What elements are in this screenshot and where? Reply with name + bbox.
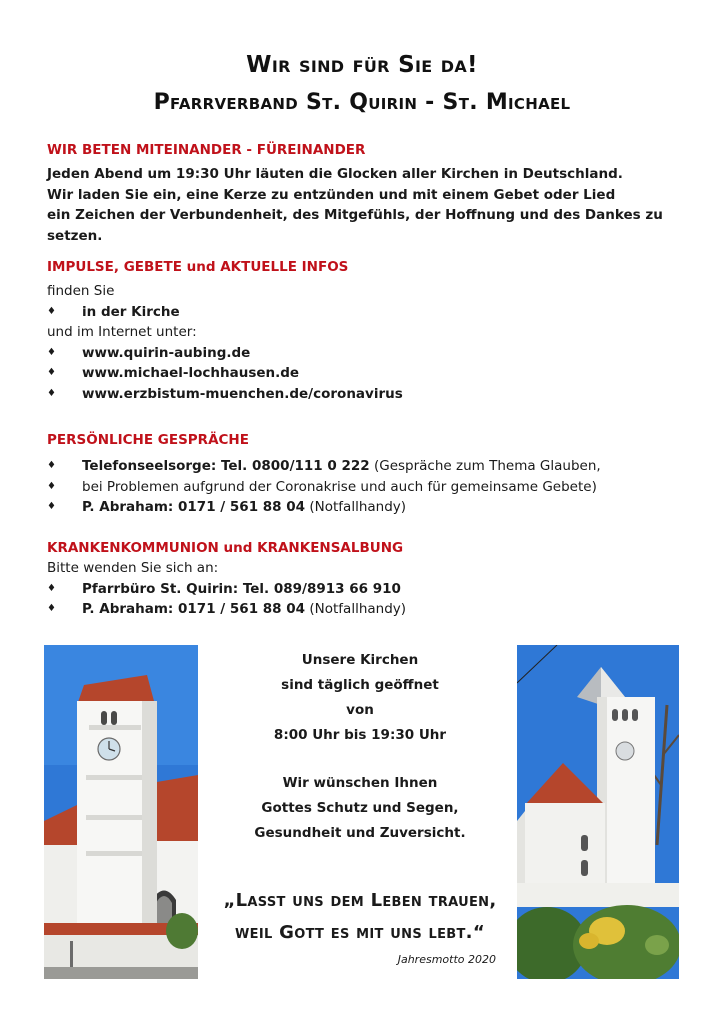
list-item	[47, 302, 687, 323]
motto-caption: Jahresmotto 2020	[397, 953, 496, 966]
motto-line1: „Lasst uns dem Leben trauen,	[223, 890, 497, 911]
page-title-line1: Wir sind für Sie da!	[246, 52, 478, 78]
talks-heading: PERSÖNLICHE GESPRÄCHE	[47, 432, 249, 448]
talk-item-text: bei Problemen aufgrund der Coronakrise und auch für gemeinsame Gebete)	[82, 478, 597, 495]
bullet-icon: ♦	[47, 603, 56, 614]
opening-hours-block	[200, 648, 520, 748]
parish-office-phone: Pfarrbüro St. Quirin: Tel. 089/8913 66 910	[82, 580, 401, 597]
opening-line: von	[346, 702, 374, 718]
website-link[interactable]: www.quirin-aubing.de	[82, 344, 251, 361]
list-item	[47, 477, 687, 498]
bullet-icon: ♦	[47, 387, 56, 399]
internet-intro: und im Internet unter:	[47, 324, 197, 340]
list-item	[47, 363, 687, 384]
impulses-heading: IMPULSE, GEBETE und AKTUELLE INFOS	[47, 259, 349, 275]
list-item	[47, 599, 687, 620]
emergency-note: (Notfallhandy)	[305, 499, 407, 515]
list-item	[47, 497, 687, 518]
talk-item	[82, 456, 601, 477]
phone-hotline: Telefonseelsorge: Tel. 0800/111 0 222	[82, 458, 370, 474]
communion-item	[82, 599, 406, 620]
talk-item	[82, 497, 406, 518]
bullet-icon: ♦	[47, 501, 56, 512]
wish-line: Gottes Schutz und Segen,	[261, 800, 459, 816]
talks-section	[47, 430, 687, 518]
church-photo-right	[517, 645, 679, 979]
prayer-line: Jeden Abend um 19:30 Uhr läuten die Glocken aller Kirchen in Deutschland.	[47, 166, 623, 182]
emergency-phone: P. Abraham: 0171 / 561 88 04	[82, 601, 306, 617]
list-item	[47, 456, 687, 477]
prayer-heading: WIR BETEN MITEINANDER - FÜREINANDER	[47, 142, 366, 158]
bullet-icon: ♦	[47, 460, 56, 471]
page-title-line2: Pfarrverband St. Quirin - St. Michael	[153, 90, 571, 115]
phone-hotline-note: (Gespräche zum Thema Glauben,	[369, 458, 601, 474]
prayer-section	[47, 140, 687, 246]
motto-line2: weil Gott es mit uns lebt.“	[235, 922, 485, 943]
wish-line: Gesundheit und Zuversicht.	[254, 825, 466, 841]
church-tower-left-illustration	[44, 645, 198, 979]
website-link[interactable]: www.michael-lochhausen.de	[82, 365, 300, 381]
opening-line: Unsere Kirchen	[301, 652, 419, 668]
prayer-line: Wir laden Sie ein, eine Kerze zu entzünden und mit einem Gebet oder Lied	[47, 186, 616, 203]
list-item	[47, 579, 687, 600]
communion-intro: Bitte wenden Sie sich an:	[47, 560, 219, 576]
impulses-section	[47, 257, 687, 404]
opening-line: sind täglich geöffnet	[281, 677, 439, 693]
wishes-block	[200, 771, 520, 846]
emergency-phone: P. Abraham: 0171 / 561 88 04	[82, 499, 306, 515]
bullet-icon: ♦	[47, 480, 56, 492]
church-tower-right-illustration	[517, 645, 679, 979]
website-link[interactable]: www.erzbistum-muenchen.de/coronavirus	[82, 385, 403, 402]
list-item	[47, 343, 687, 364]
bullet-icon: ♦	[47, 582, 56, 594]
bullet-icon: ♦	[47, 346, 56, 358]
church-photo-left	[44, 645, 198, 979]
prayer-line: ein Zeichen der Verbundenheit, des Mitgefühls, der Hoffnung und des Dankes zu setzen.	[47, 207, 663, 244]
communion-section	[47, 538, 687, 620]
communion-heading: KRANKENKOMMUNION und KRANKENSALBUNG	[47, 540, 404, 556]
wish-line: Wir wünschen Ihnen	[282, 775, 438, 791]
list-item	[47, 384, 687, 405]
church-text: in der Kirche	[82, 303, 180, 320]
bullet-icon: ♦	[47, 367, 56, 378]
opening-line: 8:00 Uhr bis 19:30 Uhr	[273, 727, 447, 743]
emergency-note: (Notfallhandy)	[305, 601, 407, 617]
impulses-intro: finden Sie	[47, 283, 115, 299]
bullet-icon: ♦	[47, 305, 56, 317]
